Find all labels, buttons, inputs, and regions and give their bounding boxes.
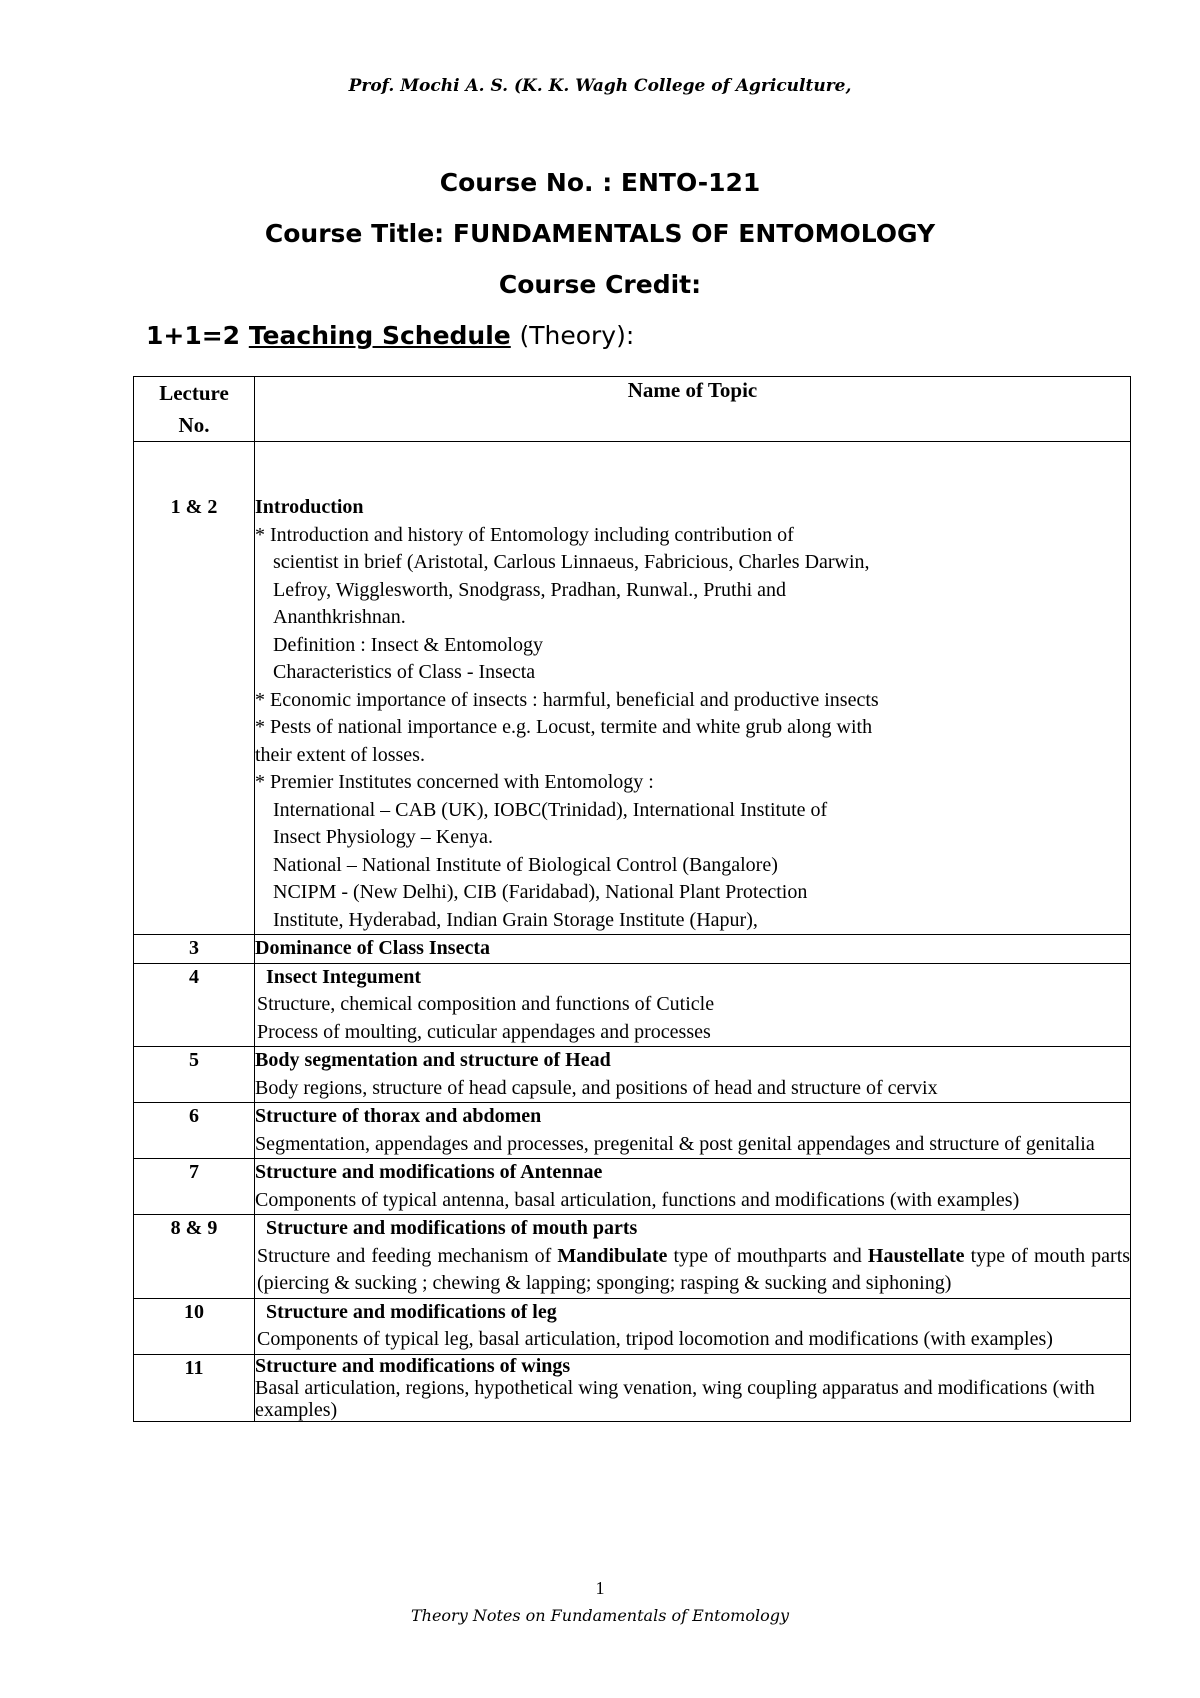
topic-cell <box>255 1047 1131 1103</box>
table-row <box>134 1298 1131 1354</box>
credit-value: 1+1=2 <box>146 321 241 350</box>
mandibulate-term: Mandibulate <box>557 1244 668 1267</box>
topic-line: Characteristics of Class - Insecta <box>273 661 536 683</box>
lecture-number: 5 <box>134 1047 255 1103</box>
topic-line: * Premier Institutes concerned with Entomology : <box>255 771 654 793</box>
table-row <box>134 1354 1131 1421</box>
topic-line: Lefroy, Wigglesworth, Snodgrass, Pradhan, Runwal., Pruthi and <box>273 578 787 601</box>
topic-cell <box>255 935 1131 964</box>
topic-cell <box>255 442 1131 935</box>
topic-title: Structure and modifications of Antennae <box>255 1161 603 1183</box>
topic-line: Structure, chemical composition and functions of Cuticle <box>257 993 715 1015</box>
course-credit: Course Credit: <box>498 270 702 299</box>
lecture-number: 6 <box>134 1103 255 1159</box>
lecture-number: 1 & 2 <box>134 442 255 935</box>
teaching-schedule-label: Teaching Schedule <box>248 321 511 350</box>
topic-line: * Economic importance of insects : harmful, beneficial and productive insects <box>255 688 879 711</box>
table-row <box>134 1047 1131 1103</box>
table-row <box>134 1159 1131 1215</box>
header-lecture-no: Lecture No. <box>134 377 255 442</box>
topic-line: Institute, Hyderabad, Indian Grain Storage Institute (Hapur), <box>273 908 758 931</box>
running-footer-title: Theory Notes on Fundamentals of Entomology <box>410 1606 790 1625</box>
topic-text: Components of typical antenna, basal articulation, functions and modifications (with examples) <box>255 1188 1020 1211</box>
lecture-number: 11 <box>134 1354 255 1421</box>
topic-line: NCIPM - (New Delhi), CIB (Faridabad), National Plant Protection <box>273 881 808 903</box>
running-header-author: Prof. Mochi A. S. (K. K. Wagh College of Agriculture, <box>348 76 852 96</box>
lecture-number: 8 & 9 <box>134 1215 255 1299</box>
table-row <box>134 963 1131 1047</box>
topic-title: Body segmentation and structure of Head <box>255 1049 611 1071</box>
course-title: Course Title: FUNDAMENTALS OF ENTOMOLOGY <box>264 219 936 248</box>
topic-title: Structure of thorax and abdomen <box>255 1105 542 1127</box>
topic-text: Segmentation, appendages and processes, pregenital & post genital appendages and structure of genitalia <box>255 1132 1095 1155</box>
haustellate-term: Haustellate <box>867 1244 965 1267</box>
topic-title: Structure and modifications of leg <box>266 1300 557 1323</box>
topic-line: National – National Institute of Biological Control (Bangalore) <box>273 853 778 876</box>
course-number: Course No. : ENTO-121 <box>439 168 761 197</box>
lecture-number: 10 <box>134 1298 255 1354</box>
topic-cell <box>255 1298 1131 1354</box>
topic-line: Insect Physiology – Kenya. <box>273 826 493 848</box>
topic-cell <box>255 1103 1131 1159</box>
lecture-number: 4 <box>134 963 255 1047</box>
topic-text: Basal articulation, regions, hypothetical wing venation, wing coupling apparatus and modifications (with examples) <box>255 1376 1095 1421</box>
topic-text: Components of typical leg, basal articulation, tripod locomotion and modifications (with examples) <box>257 1328 1053 1350</box>
topic-title: Insect Integument <box>266 965 421 988</box>
topic-cell <box>255 1215 1131 1299</box>
table-row <box>134 935 1131 964</box>
page-number: 1 <box>595 1578 605 1598</box>
topic-line: their extent of losses. <box>255 743 425 766</box>
lecture-number: 7 <box>134 1159 255 1215</box>
topic-line: Process of moulting, cuticular appendages and processes <box>257 1020 711 1043</box>
topic-title: Structure and modifications of mouth parts <box>266 1217 638 1239</box>
topic-line: International – CAB (UK), IOBC(Trinidad), International Institute of <box>273 798 828 821</box>
topic-text: Body regions, structure of head capsule, and positions of head and structure of cervix <box>255 1076 938 1099</box>
header-name-of-topic: Name of Topic <box>255 377 1131 442</box>
topic-line: scientist in brief (Aristotal, Carlous Linnaeus, Fabricious, Charles Darwin, <box>273 551 870 573</box>
table-row <box>134 1215 1131 1299</box>
topic-line: * Introduction and history of Entomology including contribution of <box>255 523 794 546</box>
table-header-row <box>134 377 1131 442</box>
lecture-number: 3 <box>134 935 255 964</box>
table-row <box>134 1103 1131 1159</box>
schedule-type: (Theory): <box>519 321 635 350</box>
table-row <box>134 442 1131 935</box>
topic-title: Introduction <box>255 496 364 518</box>
teaching-schedule-heading <box>146 321 1200 351</box>
teaching-schedule-table <box>133 376 1131 1422</box>
course-titles <box>0 168 1200 351</box>
topic-line: Definition : Insect & Entomology <box>273 633 543 656</box>
topic-cell <box>255 1354 1131 1421</box>
topic-cell <box>255 1159 1131 1215</box>
topic-text: Structure and feeding mechanism of Mandibulate type of mouthparts and Haustellate type of mouth parts (piercing & sucking ; chewing & lapping; sponging; rasping & sucking and siphoning) <box>257 1244 1131 1294</box>
topic-line: * Pests of national importance e.g. Locust, termite and white grub along with <box>255 716 873 738</box>
topic-title: Dominance of Class Insecta <box>255 937 490 959</box>
topic-line: Ananthkrishnan. <box>273 606 406 628</box>
topic-cell <box>255 963 1131 1047</box>
topic-title: Structure and modifications of wings <box>255 1354 571 1377</box>
